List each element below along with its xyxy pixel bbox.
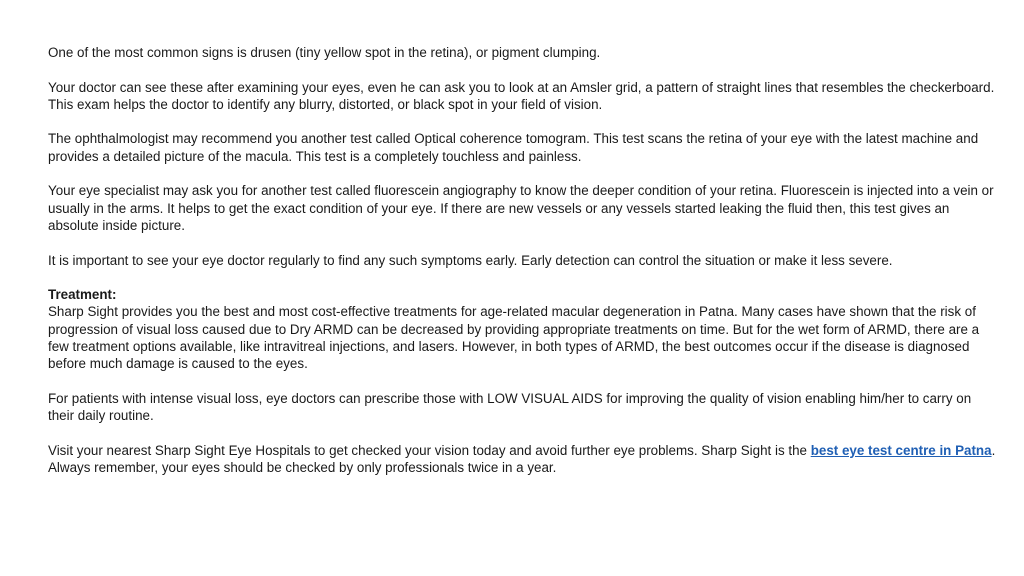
best-eye-test-link[interactable]: best eye test centre in Patna [810, 442, 992, 458]
treatment-heading: Treatment: [48, 287, 117, 303]
paragraph-low-visual-aids: For patients with intense visual loss, eye doctors can prescribe those with LOW VISUAL AIDS for improving the quality of vision enabling him/her to carry on their daily routine. [48, 390, 972, 424]
paragraph-amsler-grid: Your doctor can see these after examining your eyes, even he can ask you to look at an Amsler grid, a pattern of straight lines that resembles the checkerboard. This exam helps the doctor to identify any blurry, distorted, or black spot in your field of vision. [48, 79, 995, 112]
visit-text-after: . Always remember, your eyes should be checked by only professionals twice in a year. [48, 442, 996, 476]
paragraph-fluorescein: Your eye specialist may ask you for another test called fluorescein angiography to know the deeper condition of your retina. Fluorescein is injected into a vein or usually in the arms. It helps to get the exact condition of your eye. If there are new vessels or any vessels started leaking the fluid then, this test gives an absolute inside picture. [48, 183, 994, 233]
paragraph-treatment: Sharp Sight provides you the best and most cost-effective treatments for age-related macular degeneration in Patna. Many cases have shown that the risk of progression of visual loss caused due to Dry ARMD can be decreased by providing appropriate treatments on time. But for the wet form of ARMD, there are a few treatment options available, like intravitreal injections, and lasers. However, in both types of ARMD, the best outcomes occur if the disease is diagnosed before much damage is caused to the eyes. [48, 304, 980, 372]
paragraph-regular-checkup: It is important to see your eye doctor regularly to find any such symptoms early. Early detection can control the situation or make it less severe. [48, 252, 893, 268]
paragraph-drusen: One of the most common signs is drusen (tiny yellow spot in the retina), or pigment clumping. [48, 45, 601, 60]
visit-text-before: Visit your nearest Sharp Sight Eye Hospitals to get checked your vision today and avoid further eye problems. Sharp Sight is the [48, 442, 811, 458]
slide-content [48, 44, 996, 494]
treatment-section [48, 286, 996, 372]
paragraph-oct-test: The ophthalmologist may recommend you another test called Optical coherence tomogram. This test scans the retina of your eye with the latest machine and provides a detailed picture of the macula. This test is a completely touchless and painless. [48, 131, 979, 164]
paragraph-visit [48, 442, 996, 477]
